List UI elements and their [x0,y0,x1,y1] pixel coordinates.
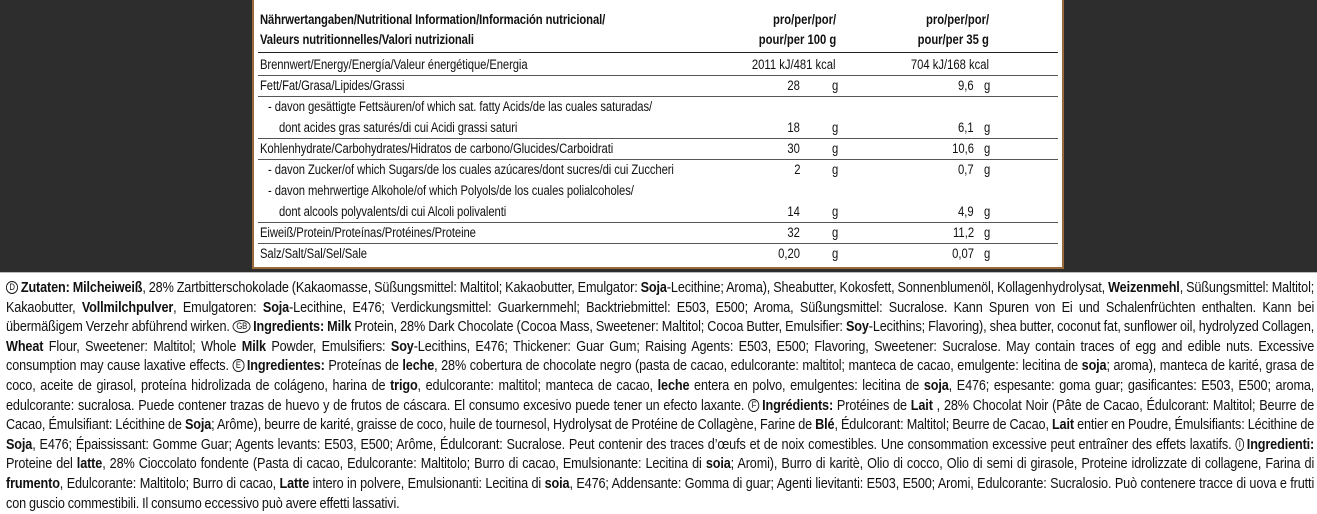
row-divider [258,138,1058,139]
nutrient-label: - davon Zucker/of which Sugars/de los cuales azúcares/dont sucres/di cui Zuccheri [268,162,674,177]
unit-per35: g [984,204,991,219]
ingredient-text: ; Aromi), Burro di karitè, Olio di cocco, Olio di semi di girasole, Proteine idrolizzate di collagene, Farina di [730,456,1315,473]
nutrient-label: dont acides gras saturés/di cui Acidi grassi saturi [279,120,518,135]
ingredient-text: ; aroma), manteca de karité, grasa de coco, aceite de girasol, proteína hidrolizada de colágeno, harina de [6,358,1315,394]
unit-per35: g [984,246,991,261]
ingredients-title: Ingrédients: [762,397,834,414]
ingredient-text: Proteine del [6,456,77,473]
row-divider [258,243,1058,244]
unit-per35: g [984,78,991,93]
section-divider [0,272,1317,276]
ingredient-text: , Emulgatoren: [173,299,263,316]
unit-per35: g [984,141,991,156]
allergen-text: Latte [279,475,310,492]
row-divider [258,159,1058,160]
row-divider [258,222,1058,223]
column-header-per100-line2: pour/per 100 g [758,32,836,47]
allergen-text: Vollmilchpulver [81,299,174,316]
allergen-text: Soja [184,417,212,434]
value-per100: 28 [787,78,800,93]
allergen-text: soja [923,377,949,394]
country-flag-icon: E [233,359,245,372]
value-per35: 6,1 [958,120,974,135]
country-flag-icon: D [6,281,18,294]
allergen-text: Milk [241,338,266,355]
nutrient-label: Fett/Fat/Grasa/Lipides/Grassi [260,78,405,93]
value-per100: 32 [787,225,800,240]
nutrient-label: Brennwert/Energy/Energía/Valeur énergétique/Energia [260,57,528,72]
ingredient-text: , Süßungsmittel: Maltitol; Kakaobutter, [6,280,1315,316]
row-divider [258,96,1058,97]
ingredient-text: , edulcorante: maltitol; manteca de cacao, [417,377,658,394]
ingredient-text: , E476; espesante: goma guar; gasificantes: E503, E500; aroma, edulcorante: sucralosa. Puede contener trazas de huevo y de frutos de cáscara. El consumo excesivo puede tener un efecto laxante. [6,377,1315,414]
ingredient-text: -Lecithine, E476; Verdickungsmittel: Guarkernmehl; Backtriebmittel: E503, E500; Aroma, Süßungsmittel: Sucralose. Kann Spuren von Ei und Schalenfrüchten enthalten. Kann bei übermäßigem Verzehr abführend wirken. [6,299,1315,336]
value-per100: 14 [787,204,800,219]
ingredient-text: intero in polvere, Emulsionanti: Lecitina di [309,475,545,492]
allergen-text: Soja [6,436,33,453]
allergen-text: Soy [390,338,414,355]
ingredient-text: -Lecithine; Aroma), Sheabutter, Kokosfett, Sonnenblumenöl, Kollagenhydrolysat, [666,280,1109,296]
ingredients-title: Ingredientes: [246,358,325,375]
allergen-text: latte [76,456,103,473]
allergen-text: trigo [390,377,418,394]
allergen-text: Milcheiweiß [72,280,143,296]
nutrient-label: - davon mehrwertige Alkohole/of which Polyols/de los cuales polialcoholes/ [268,183,634,198]
unit-per100: g [832,162,839,177]
country-flag-icon: GB [233,320,251,333]
ingredients-title: Ingredients: [253,319,325,336]
unit-per100: g [832,78,839,93]
ingredient-text: , E476; Addensante: Gomma di guar; Agenti lievitanti: E503, E500; Aromi, Edulcorante: Sucralosio. Può contenere tracce di uova e frutti con guscio commestibili. Il consumo eccessivo può avere effetti lassativi. [6,475,1315,512]
ingredient-text: , 28% cobertura de chocolate negro (pasta de cacao, edulcorante: maltitol; manteca de cacao, emulgente: lecitina de [434,358,1082,375]
allergen-text: Lait [1051,417,1074,434]
table-header-label-line2: Valeurs nutritionnelles/Valori nutrizionali [260,32,474,47]
row-divider [258,75,1058,76]
allergen-text: Wheat [6,338,44,355]
ingredient-text: -Lecithins, E476; Thickener: Guar Gum; Raising Agents: E503, E500; Flavoring, Sweetener: Sucralose. May contain traces of egg and edible nuts. Excessive consumption may cause laxative effects. [6,338,1315,375]
nutrient-label: Kohlenhydrate/Carbohydrates/Hidratos de carbono/Glucides/Carboidrati [260,141,614,156]
ingredient-text: entier en Poudre, Émulsifiants: Lécithine de [1073,417,1315,434]
unit-per35: g [984,225,991,240]
value-per35: 10,6 [952,141,974,156]
column-header-per100-line1: pro/per/por/ [772,12,836,27]
allergen-text: frumento [6,475,60,492]
header-divider [258,52,1058,53]
ingredients-text [6,279,1314,514]
value-per100: 0,20 [778,246,800,261]
unit-per35: g [984,162,991,177]
unit-per100: g [832,141,839,156]
country-flag-icon: F [748,399,759,412]
ingredient-text: , 28% Chocolat Noir (Pâte de Cacao, Édulcorant: Maltitol; Beurre de Cacao, Émulsifiant: Lécithine de [6,397,1315,434]
allergen-text: Milk [327,319,352,336]
ingredients-paragraph [6,279,1314,514]
country-flag-icon: I [1235,438,1244,451]
unit-per35: g [984,120,991,135]
ingredient-text: ; Arôme), beurre de karité, graisse de coco, huile de tournesol, Hydrolysat de Protéine de Collagène, Farine de [211,417,816,434]
unit-per100: g [832,246,839,261]
ingredient-text: -Lecithins; Flavoring), shea butter, coconut fat, sunflower oil, hydrolyzed Collagen, [868,319,1315,336]
ingredient-text: entera en polvo, emulgentes: lecitina de [689,377,924,394]
nutrient-label: Eiweiß/Protein/Proteínas/Protéines/Proteine [260,225,476,240]
column-header-per35-line1: pro/per/por/ [925,12,989,27]
ingredient-text: , Édulcorant: Maltitol; Beurre de Cacao, [834,417,1052,434]
value-per100: 30 [787,141,800,156]
value-per35: 11,2 [952,225,974,240]
nutrition-table [252,0,1064,269]
value-per35: 704 kJ/168 kcal [910,57,989,72]
value-per100: 18 [787,120,800,135]
allergen-text: leche [657,377,690,394]
nutrient-label: Salz/Salt/Sal/Sel/Sale [260,246,367,261]
unit-per100: g [832,225,839,240]
allergen-text: Soy [845,319,869,336]
value-per35: 9,6 [958,78,974,93]
nutrient-label: - davon gesättigte Fettsäuren/of which sat. fatty Acids/de las cuales saturadas/ [268,99,653,114]
value-per100: 2 [793,162,800,177]
nutrient-label: dont alcools polyvalents/di cui Alcoli polivalenti [279,204,507,219]
value-per35: 4,9 [958,204,974,219]
allergen-text: soia [544,475,570,492]
value-per35: 0,07 [952,246,974,261]
column-header-per35-line2: pour/per 35 g [917,32,989,47]
ingredient-text: , 28% Zartbitterschokolade (Kakaomasse, Süßungsmittel: Maltitol; Kakaobutter, Emulgator: [142,280,641,296]
allergen-text: Soja [262,299,290,316]
ingredient-text: , Edulcorante: Maltitolo; Burro di cacao, [59,475,280,492]
allergen-text: Soja [640,280,667,296]
ingredients-title: Zutaten: [20,280,70,296]
allergen-text: soja [1081,358,1107,375]
ingredient-text: , 28% Cioccolato fondente (Pasta di cacao, Edulcorante: Maltitolo; Burro di cacao, Emulsionante: Lecitina di [102,456,706,473]
ingredient-text: Flour, Sweetener: Maltitol; Whole [43,338,242,355]
ingredient-text: Protéines de [836,397,911,414]
value-per100: 2011 kJ/481 kcal [752,57,836,72]
unit-per100: g [832,120,839,135]
ingredient-text: Proteínas de [328,358,403,375]
ingredient-text: Powder, Emulsifiers: [265,338,391,355]
allergen-text: soia [705,456,731,473]
ingredients-title: Ingredienti: [1246,436,1315,453]
allergen-text: Blé [815,417,835,434]
unit-per100: g [832,204,839,219]
allergen-text: Lait [910,397,933,414]
allergen-text: leche [402,358,435,375]
ingredient-text: , E476; Épaississant: Gomme Guar; Agents levants: E503, E500; Arôme, Édulcorant: Sucralose. Peut contenir des traces d’œufs et de noix comestibles. Une consommation excessive peut entraîner des effets laxatifs. [32,436,1236,453]
allergen-text: Weizenmehl [1108,280,1180,296]
table-header-label-line1: Nährwertangaben/Nutritional Information/Información nutricional/ [260,12,606,27]
ingredient-text: Protein, 28% Dark Chocolate (Cocoa Mass, Sweetener: Maltitol; Cocoa Butter, Emulsifier: [351,319,846,336]
value-per35: 0,7 [958,162,974,177]
